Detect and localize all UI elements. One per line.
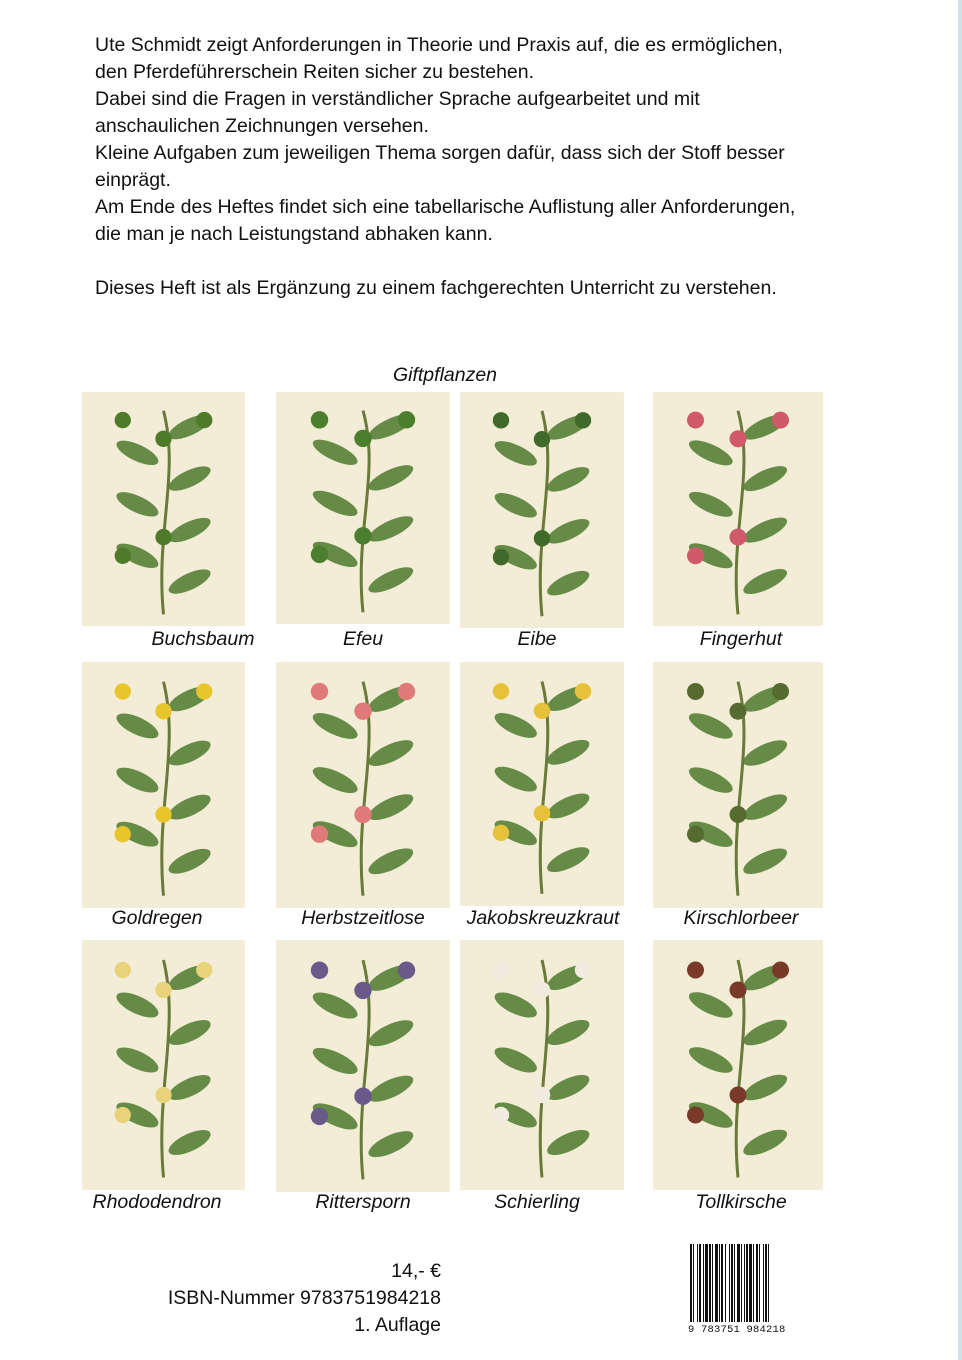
plant-illustration bbox=[653, 392, 823, 626]
isbn-number: ISBN-Nummer 9783751984218 bbox=[167, 1287, 441, 1309]
barcode-bars bbox=[688, 1244, 814, 1324]
price-amount: 14,- € bbox=[391, 1260, 441, 1282]
plant-caption: Rhododendron bbox=[92, 1191, 222, 1213]
intro-line: Kleine Aufgaben zum jeweiligen Thema sorgen dafür, dass sich der Stoff besser bbox=[95, 142, 785, 164]
intro-line: den Pferdeführerschein Reiten sicher zu bestehen. bbox=[95, 61, 535, 83]
plant-caption: Fingerhut bbox=[699, 628, 783, 650]
plant-illustration bbox=[82, 940, 245, 1190]
intro-line: die man je nach Leistungstand abhaken kann. bbox=[95, 223, 493, 245]
intro-line: Dabei sind die Fragen in verständlicher Sprache aufgearbeitet und mit bbox=[95, 88, 700, 110]
plant-illustration bbox=[653, 940, 823, 1190]
plant-illustration bbox=[653, 662, 823, 908]
barcode-digits: 9 783751 984218 bbox=[688, 1324, 786, 1336]
page-edge bbox=[958, 0, 962, 1360]
plant-caption: Tollkirsche bbox=[695, 1191, 787, 1213]
intro-line: einprägt. bbox=[95, 169, 171, 191]
plant-illustration bbox=[460, 662, 624, 906]
barcode bbox=[688, 1244, 814, 1344]
plant-illustration bbox=[276, 392, 450, 624]
intro-text bbox=[95, 32, 895, 302]
plant-caption: Kirschlorbeer bbox=[683, 907, 799, 929]
intro-line: Dieses Heft ist als Ergänzung zu einem fachgerechten Unterricht zu verstehen. bbox=[95, 277, 777, 299]
plant-caption: Efeu bbox=[342, 628, 384, 650]
plant-caption: Buchsbaum bbox=[151, 628, 255, 650]
plant-caption: Jakobskreuzkraut bbox=[466, 907, 620, 929]
intro-line: Ute Schmidt zeigt Anforderungen in Theorie und Praxis auf, die es ermöglichen, bbox=[95, 34, 783, 56]
plant-illustration bbox=[82, 392, 245, 626]
plant-illustration bbox=[276, 662, 450, 908]
plant-illustration bbox=[460, 940, 624, 1190]
plant-caption: Herbstzeitlose bbox=[301, 907, 425, 929]
edition: 1. Auflage bbox=[354, 1314, 441, 1336]
section-title: Giftpflanzen bbox=[392, 364, 498, 386]
price-block bbox=[168, 1258, 441, 1339]
intro-line: Am Ende des Heftes findet sich eine tabellarische Auflistung aller Anforderungen, bbox=[95, 196, 796, 218]
plant-illustration bbox=[460, 392, 624, 628]
plant-caption: Schierling bbox=[494, 1191, 580, 1213]
intro-line: anschaulichen Zeichnungen versehen. bbox=[95, 115, 429, 137]
plant-illustration bbox=[82, 662, 245, 908]
plant-illustration bbox=[276, 940, 450, 1192]
plant-caption: Rittersporn bbox=[315, 1191, 411, 1213]
plant-caption: Eibe bbox=[517, 628, 557, 650]
plant-caption: Goldregen bbox=[111, 907, 203, 929]
